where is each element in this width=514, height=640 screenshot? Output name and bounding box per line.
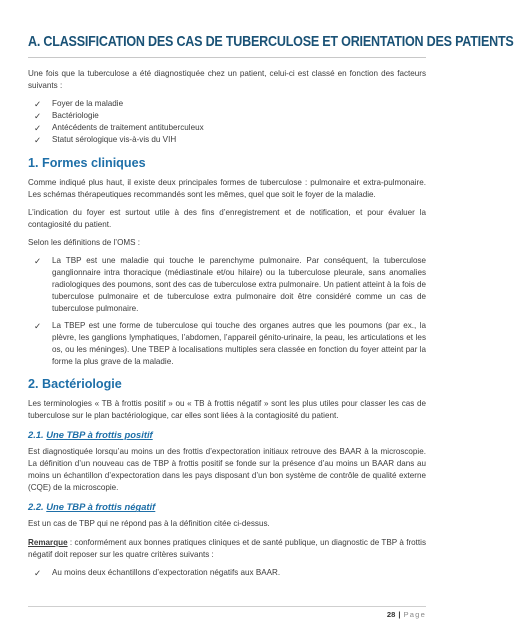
check-mark-icon: ✓ xyxy=(34,123,42,134)
page-title: A. CLASSIFICATION DES CAS DE TUBERCULOSE ET ORIENTATION DES PATIENTS xyxy=(28,34,514,50)
paragraph: Selon les définitions de l’OMS : xyxy=(28,237,141,247)
subsection-heading-smear-negative: 2.2. Une TBP à frottis négatif xyxy=(28,501,156,513)
check-mark-icon: ✓ xyxy=(34,320,42,331)
list-item: ✓ Antécédents de traitement antituberculeux xyxy=(34,123,204,134)
definitions-list xyxy=(28,255,426,368)
intro-paragraph: Une fois que la tuberculose a été diagnostiquée chez un patient, celui-ci est classé en fonction des facteurs suivants : xyxy=(28,69,426,91)
check-mark-icon: ✓ xyxy=(34,567,42,578)
remark-label: Remarque xyxy=(28,537,68,547)
criteria-list xyxy=(28,567,426,579)
check-mark-icon: ✓ xyxy=(34,99,42,110)
title-divider xyxy=(28,57,426,58)
check-mark-icon: ✓ xyxy=(34,111,42,122)
paragraph: Est diagnostiquée lorsqu’au moins un des frottis d’expectoration initiaux retrouve des BAAR à la microscopie. La définition d’un nouveau cas de TBP à frottis positif se fonde sur la présence d’au moins un BAAR dans au moins un échantillon d’expectoration dans les pays disposant d’un bon système de contrôle de qualité externe (CQE) de la microscopie. xyxy=(28,447,426,493)
paragraph: L’indication du foyer est surtout utile à des fins d’enregistrement et de notification, et pour évaluer la contagiosité du patient. xyxy=(28,207,426,229)
paragraph: Les terminologies « TB à frottis positif » ou « TB à frottis négatif » sont les plus utiles pour classer les cas de tuberculose sur le plan bactériologique, car elles sont liées à la contagiosité du patient. xyxy=(28,398,426,420)
check-mark-icon: ✓ xyxy=(34,135,42,146)
remark-paragraph: Remarque : conformément aux bonnes pratiques cliniques et de santé publique, un diagnostic de TBP à frottis négatif doit reposer sur les quatre critères suivants : xyxy=(28,537,426,559)
section-heading-bacteriology: 2. Bactériologie xyxy=(28,376,122,391)
section-heading-clinical-forms: 1. Formes cliniques xyxy=(28,155,146,170)
page-footer xyxy=(28,606,426,619)
list-item: ✓ La TBP est une maladie qui touche le parenchyme pulmonaire. Par conséquent, la tuberculose ganglionnaire intra thoracique (médiastinale et/ou hilaire) ou la tuberculose pleurale, sans anomalies radiologiques des poumons, sont des cas de tuberculose extra pulmonaire. Un patient atteint à la fois de tuberculose pulmonaire et de tuberculose extra pulmonaire doit être considéré comme un cas de tuberculose pulmonaire. xyxy=(34,256,426,314)
factors-list xyxy=(28,98,426,146)
paragraph: Est un cas de TBP qui ne répond pas à la définition citée ci-dessus. xyxy=(28,519,270,529)
list-item: ✓ Au moins deux échantillons d’expectoration négatifs aux BAAR. xyxy=(34,567,281,578)
list-item: ✓ Foyer de la maladie xyxy=(34,99,124,110)
check-mark-icon: ✓ xyxy=(34,256,42,267)
list-item: ✓ Statut sérologique vis-à-vis du VIH xyxy=(34,135,177,146)
list-item: ✓ Bactériologie xyxy=(34,111,99,122)
subsection-heading-smear-positive: 2.1. Une TBP à frottis positif xyxy=(28,429,153,441)
list-item: ✓ La TBEP est une forme de tuberculose qui touche des organes autres que les poumons (par ex., la plèvre, les ganglions lymphatiques, l’abdomen, l’appareil génito-urinaire, la peau, les articulations et les os, ou les méninges). Une TBEP à localisations multiples sera classée en fonction du foyer atteint par la forme la plus grave de la maladie. xyxy=(34,320,426,366)
page-number: 28 | Page xyxy=(386,610,426,619)
paragraph: Comme indiqué plus haut, il existe deux principales formes de tuberculose : pulmonaire et extra-pulmonaire. Les schémas thérapeutiques recommandés sont les mêmes, quel que soit le foyer de la maladie. xyxy=(28,177,426,199)
document-page xyxy=(28,34,514,587)
